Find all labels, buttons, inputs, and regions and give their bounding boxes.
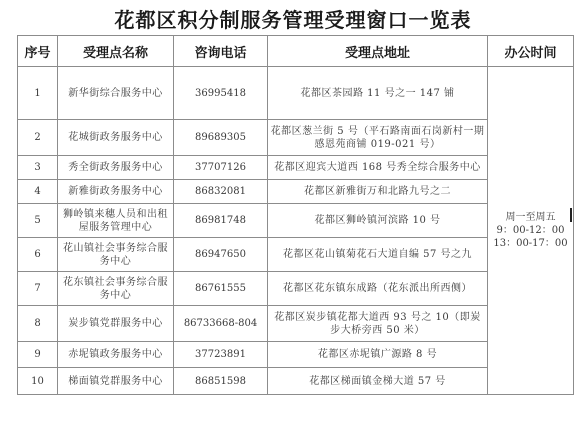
header-address: 受理点地址: [268, 36, 488, 67]
office-address: 花都区狮岭镇河滨路 10 号: [268, 204, 488, 238]
office-name: 梯面镇党群服务中心: [58, 368, 174, 395]
office-address: 花都区炭步镇花都大道西 93 号之 10（即炭步大桥旁西 50 米）: [268, 306, 488, 342]
header-office-name: 受理点名称: [58, 36, 174, 67]
phone-number: 36995418: [174, 67, 268, 120]
row-number: 4: [18, 180, 58, 204]
office-name: 花东镇社会事务综合服务中心: [58, 272, 174, 306]
office-address: 花都区花东镇东成路（花东派出所西侧）: [268, 272, 488, 306]
phone-number: 86851598: [174, 368, 268, 395]
office-address: 花都区新雅街万和北路九号之二: [268, 180, 488, 204]
office-name: 狮岭镇来穗人员和出租屋服务管理中心: [58, 204, 174, 238]
office-address: 花都区花山镇菊花石大道自编 57 号之九: [268, 238, 488, 272]
row-number: 5: [18, 204, 58, 238]
office-name: 新雅街政务服务中心: [58, 180, 174, 204]
row-number: 10: [18, 368, 58, 395]
page-title: 花都区积分制服务管理受理窗口一览表: [114, 8, 472, 32]
service-window-table: [17, 35, 574, 395]
phone-number: 86761555: [174, 272, 268, 306]
phone-number: 86733668-804: [174, 306, 268, 342]
header-hours: 办公时间: [488, 36, 574, 67]
office-hours-days: 周一至周五: [505, 212, 556, 223]
row-number: 1: [18, 67, 58, 120]
office-address: 花都区梯面镇金梯大道 57 号: [268, 368, 488, 395]
row-number: 2: [18, 120, 58, 156]
header-number: 序号: [18, 36, 58, 67]
office-name: 炭步镇党群服务中心: [58, 306, 174, 342]
office-name: 花城街政务服务中心: [58, 120, 174, 156]
phone-number: 86947650: [174, 238, 268, 272]
office-address: 花都区葱兰街 5 号（平石路南面石岗新村一期感恩苑商铺 019-021 号）: [268, 120, 488, 156]
table-row: [18, 67, 574, 120]
row-number: 8: [18, 306, 58, 342]
office-address: 花都区赤坭镇广源路 8 号: [268, 342, 488, 368]
row-number: 6: [18, 238, 58, 272]
phone-number: 89689305: [174, 120, 268, 156]
phone-number: 37707126: [174, 156, 268, 180]
margin-tick-mark: [570, 208, 572, 222]
row-number: 7: [18, 272, 58, 306]
row-number: 3: [18, 156, 58, 180]
table-header-row: [18, 36, 574, 67]
phone-number: 37723891: [174, 342, 268, 368]
phone-number: 86832081: [174, 180, 268, 204]
office-hours-afternoon: 13：00-17：00: [493, 238, 568, 249]
office-name: 赤坭镇政务服务中心: [58, 342, 174, 368]
office-hours: [488, 67, 574, 395]
office-name: 花山镇社会事务综合服务中心: [58, 238, 174, 272]
office-name: 秀全街政务服务中心: [58, 156, 174, 180]
office-hours-morning: 9：00-12：00: [496, 225, 565, 236]
row-number: 9: [18, 342, 58, 368]
phone-number: 86981748: [174, 204, 268, 238]
office-address: 花都区迎宾大道西 168 号秀全综合服务中心: [268, 156, 488, 180]
office-name: 新华街综合服务中心: [58, 67, 174, 120]
header-phone: 咨询电话: [174, 36, 268, 67]
office-address: 花都区茶园路 11 号之一 147 铺: [268, 67, 488, 120]
